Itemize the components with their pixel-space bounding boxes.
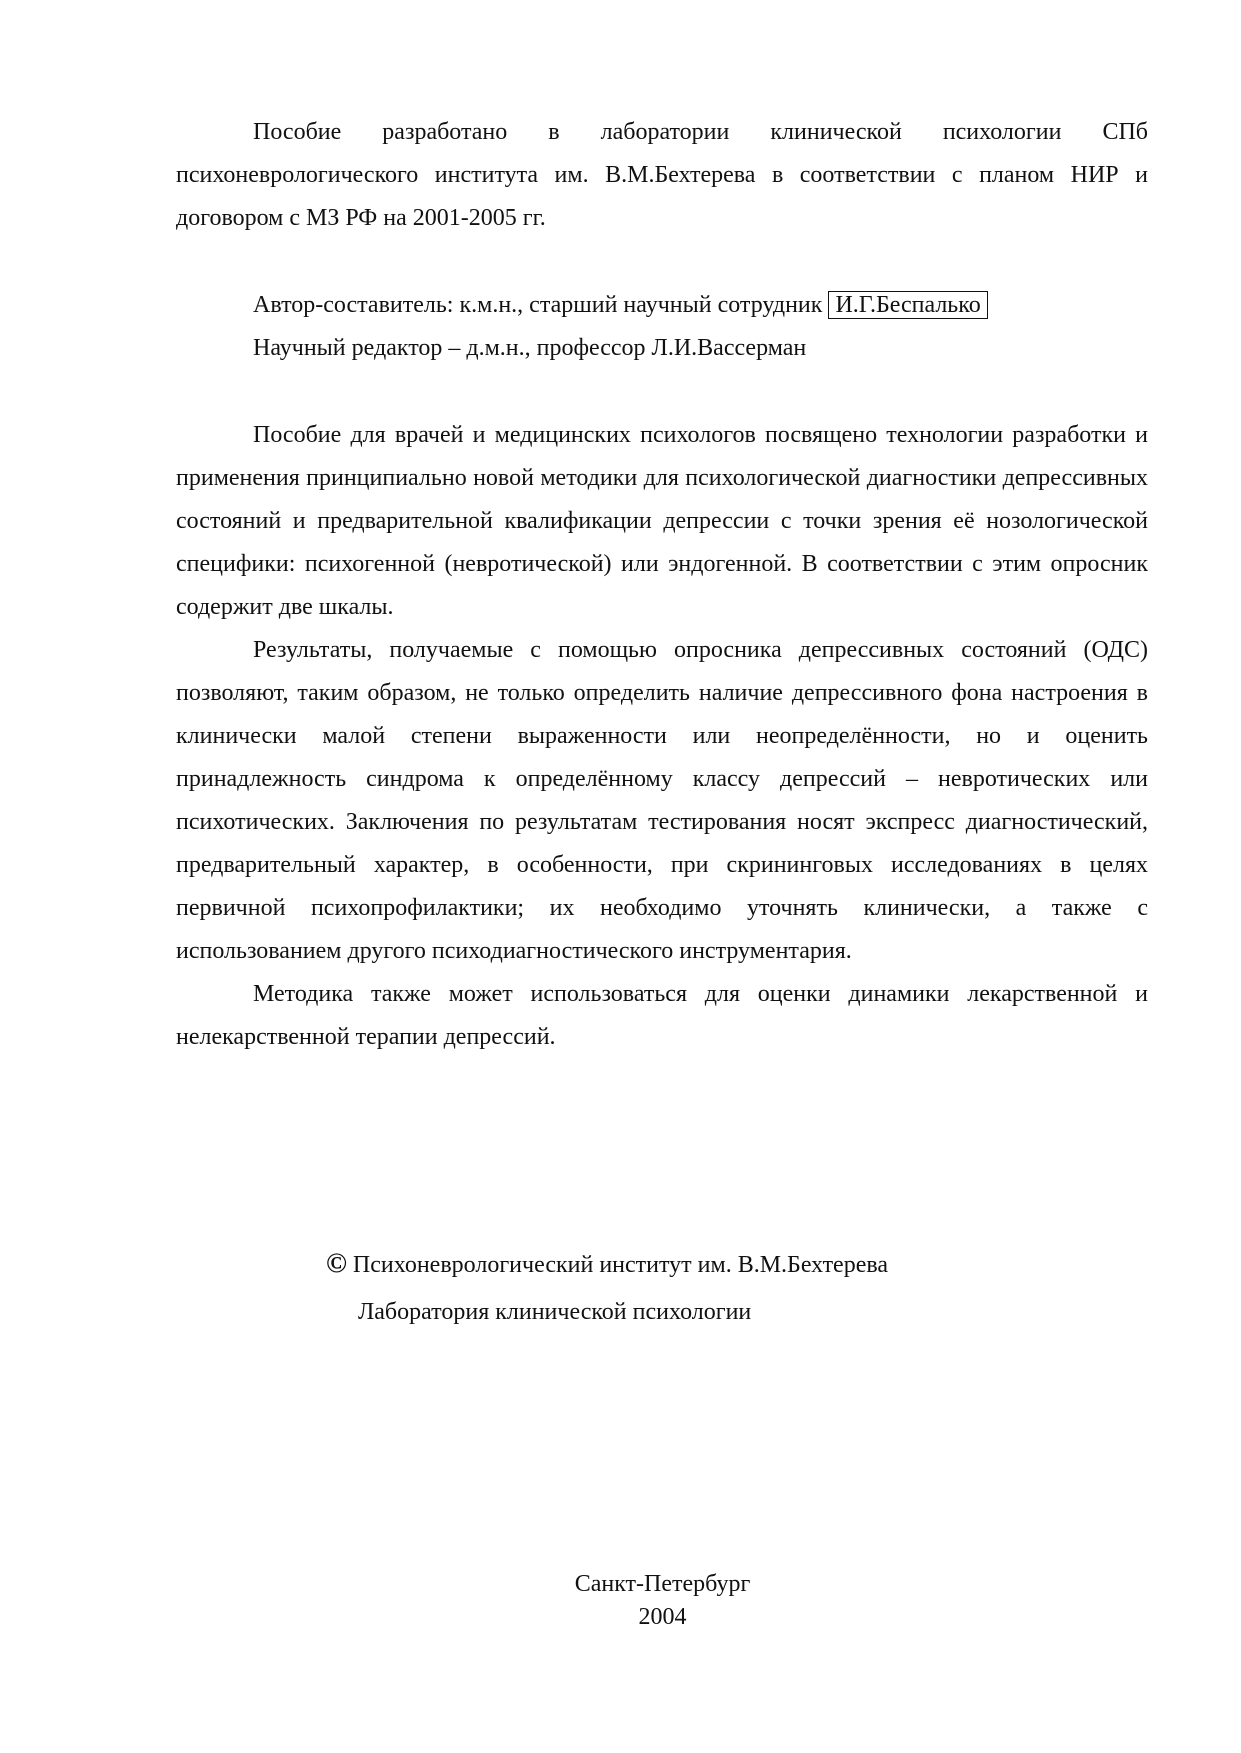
editor-line: Научный редактор – д.м.н., профессор Л.И.Вассерман: [253, 335, 807, 361]
copyright-block: [326, 1240, 888, 1336]
author-line: [253, 284, 1148, 327]
imprint-year: 2004: [638, 1604, 687, 1630]
author-label: Автор-составитель: к.м.н., старший научный сотрудник: [253, 292, 823, 318]
credits-block: [253, 284, 1148, 370]
imprint-city: Санкт-Петербург: [574, 1571, 751, 1597]
body-text: [176, 414, 1148, 1059]
laboratory-name: Лаборатория клинической психологии: [358, 1299, 752, 1325]
intro-text: Пособие разработано в лаборатории клинической психологии СПб психоневрологического института им. В.М.Бехтерева в соответствии с планом НИР и договором с МЗ РФ на 2001-2005 гг.: [176, 119, 1148, 231]
intro-paragraph: [176, 111, 1148, 240]
body-paragraph-1: Пособие для врачей и медицинских психологов посвящено технологии разработки и применения принципиально новой методики для психологической диагностики депрессивных состояний и предварительной квалификации депрессии с точки зрения её нозологической специфики: психогенной (невротической) или эндогенной. В соответствии с этим опросник содержит две шкалы.: [176, 422, 1148, 620]
body-paragraph-2: Результаты, получаемые с помощью опросника депрессивных состояний (ОДС) позволяют, таким образом, не только определить наличие депрессивного фона настроения в клинически малой степени выраженности или неопределённости, но и оценить принадлежность синдрома к определённому классу депрессий – невротических или психотических. Заключения по результатам тестирования носят экспресс диагностический, предварительный характер, в особенности, при скрининговых исследованиях в целях первичной психопрофилактики; их необходимо уточнять клинически, а также с использованием другого психодиагностического инструментария.: [176, 637, 1148, 964]
body-paragraph-3: Методика также может использоваться для оценки динамики лекарственной и нелекарственной терапии депрессий.: [176, 981, 1148, 1050]
author-name: И.Г.Беспалько: [828, 291, 987, 319]
imprint: [0, 1568, 1241, 1634]
copyright-symbol: ©: [326, 1248, 347, 1279]
institution-name: Психоневрологический институт им. В.М.Бехтерева: [352, 1252, 889, 1278]
copyright-line: [326, 1240, 888, 1289]
